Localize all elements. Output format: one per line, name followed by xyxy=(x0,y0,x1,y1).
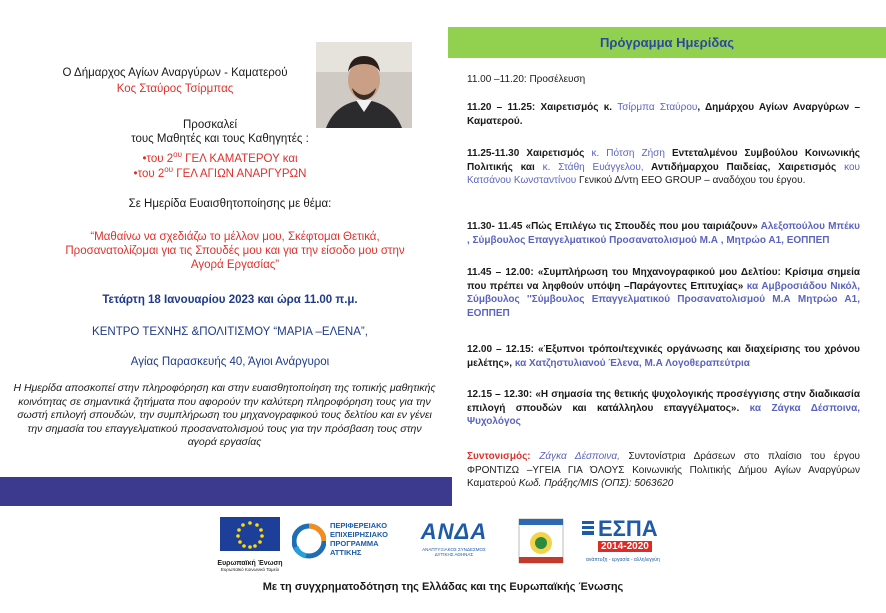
mayor-name: Κος Σταύρος Τσίρμπας xyxy=(116,83,234,95)
anda-logo xyxy=(418,517,490,569)
schedule-item-3: 11.25-11.30 Χαιρετισμός κ. Πότση Ζήση Εντεταλμένου Συμβούλου Κοινωνικής Πολιτικής και κ. Στάθη Ευάγγελου, Αντιδήμαρχου Παιδείας, Χαιρετισμός κου Κατσάνου Κωνσταντίνου Γενικού Δ/ντη ΕΕΟ GROUP – αναδόχου του έργου. xyxy=(467,148,861,186)
schedule-item-5: 11.45 – 12.00: «Συμπλήρωση του Μηχανογραφικού μου Δελτίου: Κρίσιμα σημεία που πρέπει να ληφθούν υπόψη –Παράγοντες Επιτυχίας» κα Αμβροσιάδου Νικόλ, Σύμβουλος ''Σύμβουλος Επαγγελματικού Προσανατολισμού Μ.Α Μητρώο Α1, ΕΟΠΠΕΠ xyxy=(467,267,861,319)
espa-caption: ανάπτυξη - εργασία - αλληλεγγύη xyxy=(586,557,660,563)
program-header xyxy=(448,27,886,58)
event-intro: Σε Ημερίδα Ευαισθητοποίησης με θέμα: xyxy=(128,198,332,210)
school-1: •του $2^{o\upsilon}$ ΓΕΛ ΚΑΜΑΤΕΡΟΥ και xyxy=(142,150,298,165)
theme-line-1: “Μαθαίνω να σχεδιάζω το μέλλον μου, Σκέφτομαι Θετικά, xyxy=(90,231,380,243)
mayor-photo xyxy=(316,42,412,128)
schedule-item-2: 11.20 – 11.25: Χαιρετισμός κ. Τσίρμπα Σταύρου, Δημάρχου Αγίων Αναργύρων –Καματερού. xyxy=(467,102,861,127)
anda-mark: ΑΝΔΑ xyxy=(420,519,488,544)
coordination: Συντονισμός: Ζάγκα Δέσποινα, Συντονίστρια Δράσεων στο πλαίσιο του έργου ΦΡΟΝΤΙΖΩ –ΥΓΕΙΑ ΓΙΑ ΌΛΟΥΣ Κοινωνικής Πολιτικής Δήμου Αγίων Αναργύρων Καματερού Κωδ. Πράξης/MIS (ΟΠΣ): 5063620 xyxy=(467,451,860,489)
attica-logo xyxy=(292,517,392,569)
anda-caption: ΑΝΑΠΤΥΞΙΑΚΟΣ ΣΥΝΔΕΣΜΟΣ ΔΥΤΙΚΗΣ ΑΘΗΝΑΣ xyxy=(422,547,486,557)
footer-cofunding: Με τη συγχρηματοδότηση της Ελλάδας και της Ευρωπαϊκής Ένωσης xyxy=(262,581,624,593)
event-description: Η Ημερίδα αποσκοπεί στην πληροφόρηση και στην ευαισθητοποίηση της τοπικής μαθητικής κοινότητας σε σημαντικά ζητήματα που αφορούν την καλύτερη πληροφόρηση τους για την σωστή επιλογή σπουδών, την συμπλήρωση του μηχανογραφικού τους δελτίου και εν γένει την σημασία του επαγγελματικού προσανατολισμού τους για την πρόσβαση τους στην αγορά εργασίας xyxy=(13,382,436,448)
attica-line-4: ΑΤΤΙΚΗΣ xyxy=(330,548,362,557)
espa-years: 2014-2020 xyxy=(598,541,652,552)
espa-logo xyxy=(582,517,674,569)
event-date: Τετάρτη 18 Ιανουαρίου 2023 και ώρα 11.00 π.μ. xyxy=(102,294,358,306)
schedule-item-6: 12.00 – 12.15: «Έξυπνοι τρόποι/τεχνικές οργάνωσης και διαχείρισης του χρόνου μελέτης», κα Χατζηστυλιανού Έλενα, Μ.Α Λογοθεραπεύτρια xyxy=(467,344,860,369)
program-title: Πρόγραμμα Ημερίδας xyxy=(600,35,734,50)
theme-line-2: Προσανατολίζομαι για τις Σπουδές μου και για την είσοδο μου στην xyxy=(65,245,405,257)
eu-caption: Ευρωπαϊκή Ένωση xyxy=(217,560,283,567)
school-2: •του $2^{o\upsilon}$ ΓΕΛ ΑΓΙΩΝ ΑΝΑΡΓΥΡΩΝ xyxy=(133,165,307,180)
mayor-title: Ο Δήμαρχος Αγίων Αναργύρων - Καματερού xyxy=(62,67,288,79)
eu-logo xyxy=(214,517,286,572)
venue: ΚΕΝΤΡΟ ΤΕΧΝΗΣ &ΠΟΛΙΤΙΣΜΟΥ “ΜΑΡΙΑ –ΕΛΕΝΑ”, xyxy=(92,326,368,338)
address: Αγίας Παρασκευής 40, Άγιοι Ανάργυροι xyxy=(130,356,330,368)
decorative-band xyxy=(0,477,452,506)
schedule-item-7: 12.15 – 12.30: «Η σημασία της θετικής ψυχολογικής προσέγγισης στην διαδικασία επιλογή σπουδών και κατάλληλου επαγγέλματος». κα Ζάγκα Δέσποινα, Ψυχολόγος xyxy=(467,389,860,427)
attica-line-2: ΕΠΙΧΕΙΡΗΣΙΑΚΟ xyxy=(330,530,388,539)
audience-text: τους Μαθητές και τους Καθηγητές : xyxy=(131,133,309,145)
municipality-logo xyxy=(517,517,565,569)
schedule-item-4: 11.30- 11.45 «Πώς Επιλέγω τις Σπουδές που μου ταιριάζουν» Αλεξοπούλου Μπέκυ , Σύμβουλος Επαγγελματικού Προσανατολισμού Μ.Α , Μητρώο Α1, ΕΟΠΠΕΠ xyxy=(467,221,860,246)
invites-text: Προσκαλεί xyxy=(182,119,238,131)
attica-line-1: ΠΕΡΙΦΕΡΕΙΑΚΟ xyxy=(330,521,388,530)
eu-subcaption: Ευρωπαϊκό Κοινωνικό Ταμείο xyxy=(220,567,280,572)
espa-title: ΕΣΠΑ xyxy=(598,516,658,541)
attica-line-3: ΠΡΟΓΡΑΜΜΑ xyxy=(330,539,379,548)
schedule-item-1: 11.00 –11.20: Προσέλευση xyxy=(467,74,586,85)
theme-line-3: Αγορά Εργασίας” xyxy=(190,259,280,271)
